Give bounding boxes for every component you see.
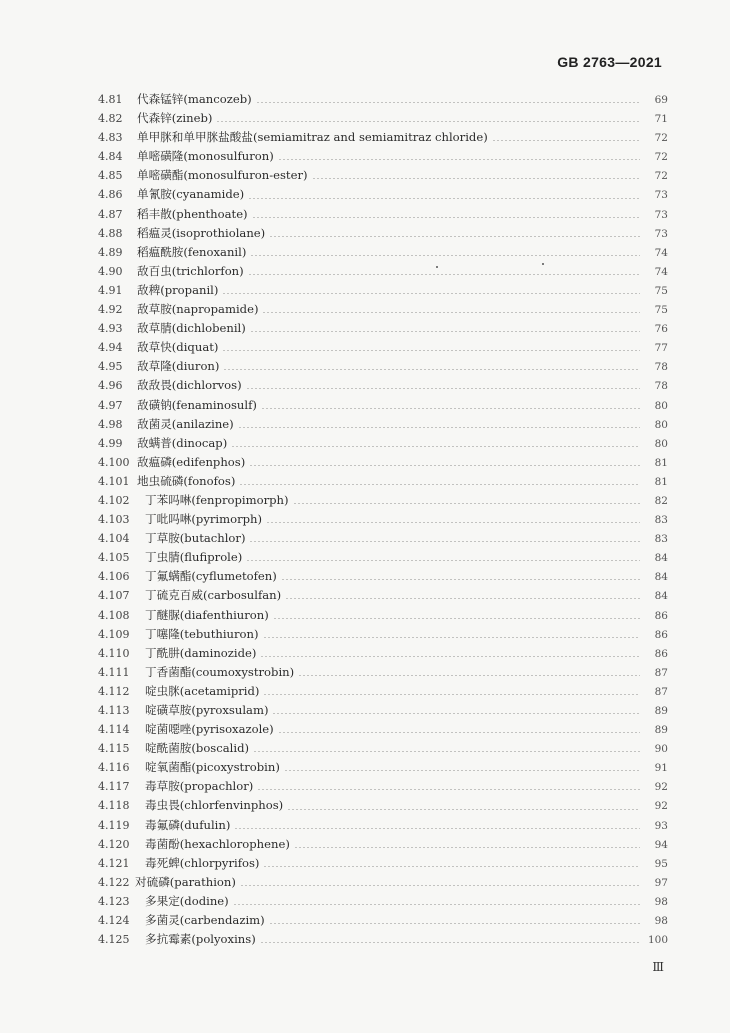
dot-leader bbox=[246, 560, 640, 561]
toc-entry-page: 73 bbox=[654, 208, 668, 221]
toc-entry[interactable] bbox=[98, 491, 668, 510]
toc-entry-number: 4.87 bbox=[98, 207, 123, 221]
toc-entry-number: 4.118 bbox=[98, 799, 130, 813]
toc-entry[interactable] bbox=[98, 625, 668, 644]
dot-leader bbox=[492, 140, 640, 141]
toc-entry-title: 丁吡吗啉(pyrimorph) bbox=[145, 512, 263, 527]
toc-entry[interactable] bbox=[98, 644, 668, 663]
toc-entry[interactable] bbox=[98, 90, 668, 109]
toc-entry[interactable] bbox=[98, 567, 668, 586]
dot-leader bbox=[278, 159, 640, 160]
toc-entry-page: 86 bbox=[654, 628, 668, 641]
toc-entry-number: 4.96 bbox=[98, 379, 123, 393]
toc-entry-title: 单嘧磺隆(monosulfuron) bbox=[137, 149, 274, 164]
toc-entry-number: 4.97 bbox=[98, 398, 123, 412]
toc-entry-title: 丁氟螨酯(cyflumetofen) bbox=[145, 569, 277, 584]
toc-entry-number: 4.88 bbox=[98, 226, 123, 240]
toc-entry[interactable] bbox=[98, 586, 668, 605]
table-of-contents bbox=[98, 90, 668, 949]
toc-entry-number: 4.119 bbox=[98, 818, 130, 832]
toc-entry-number: 4.112 bbox=[98, 684, 130, 698]
toc-entry-number: 4.120 bbox=[98, 837, 130, 851]
toc-entry-number: 4.83 bbox=[98, 131, 123, 145]
toc-entry[interactable] bbox=[98, 338, 668, 357]
toc-entry[interactable] bbox=[98, 300, 668, 319]
toc-entry-title: 毒死蜱(chlorpyrifos) bbox=[145, 855, 260, 870]
toc-entry-number: 4.94 bbox=[98, 341, 123, 355]
toc-entry[interactable] bbox=[98, 147, 668, 166]
dot-leader bbox=[287, 809, 640, 810]
dot-leader bbox=[234, 828, 640, 829]
toc-entry-title: 敌瘟磷(edifenphos) bbox=[137, 454, 246, 469]
toc-entry-page: 80 bbox=[654, 399, 668, 412]
toc-entry-title: 多菌灵(carbendazim) bbox=[145, 913, 265, 928]
toc-entry-page: 78 bbox=[654, 361, 668, 374]
toc-entry-title: 啶虫脒(acetamiprid) bbox=[145, 683, 260, 698]
toc-entry[interactable] bbox=[98, 166, 668, 185]
toc-entry[interactable] bbox=[98, 396, 668, 415]
toc-entry-title: 丁草胺(butachlor) bbox=[145, 531, 246, 546]
toc-entry-number: 4.111 bbox=[98, 665, 130, 679]
dot-leader bbox=[269, 923, 640, 924]
toc-entry[interactable] bbox=[98, 911, 668, 930]
toc-entry[interactable] bbox=[98, 185, 668, 204]
toc-entry-title: 稻瘟酰胺(fenoxanil) bbox=[137, 244, 247, 259]
toc-entry[interactable] bbox=[98, 262, 668, 281]
toc-entry-page: 87 bbox=[654, 666, 668, 679]
toc-entry-title: 啶氧菌酯(picoxystrobin) bbox=[145, 760, 280, 775]
toc-entry[interactable] bbox=[98, 720, 668, 739]
toc-entry[interactable] bbox=[98, 758, 668, 777]
toc-entry[interactable] bbox=[98, 376, 668, 395]
standard-code: GB 2763—2021 bbox=[557, 54, 662, 70]
scan-speck bbox=[436, 266, 438, 268]
toc-entry-title: 丁苯吗啉(fenpropimorph) bbox=[145, 492, 289, 507]
dot-leader bbox=[261, 408, 640, 409]
toc-entry-number: 4.98 bbox=[98, 417, 123, 431]
dot-leader bbox=[266, 522, 640, 523]
toc-entry-page: 92 bbox=[654, 800, 668, 813]
toc-entry[interactable] bbox=[98, 205, 668, 224]
toc-entry-title: 丁噻隆(tebuthiuron) bbox=[145, 626, 259, 641]
toc-entry-title: 敌磺钠(fenaminosulf) bbox=[137, 397, 257, 412]
dot-leader bbox=[239, 484, 640, 485]
dot-leader bbox=[263, 866, 640, 867]
toc-entry-number: 4.101 bbox=[98, 474, 130, 488]
dot-leader bbox=[263, 637, 640, 638]
toc-entry-title: 代森锰锌(mancozeb) bbox=[137, 92, 252, 106]
dot-leader bbox=[281, 579, 640, 580]
toc-entry-page: 84 bbox=[654, 571, 668, 584]
toc-entry-title: 敌百虫(trichlorfon) bbox=[137, 263, 244, 278]
toc-entry[interactable] bbox=[98, 892, 668, 911]
toc-entry-number: 4.108 bbox=[98, 608, 130, 622]
toc-entry-title: 敌草快(diquat) bbox=[137, 340, 219, 355]
dot-leader bbox=[249, 541, 640, 542]
toc-entry-page: 69 bbox=[654, 94, 668, 106]
toc-entry-page: 73 bbox=[654, 189, 668, 202]
toc-entry-page: 98 bbox=[654, 895, 668, 908]
dot-leader bbox=[285, 598, 640, 599]
toc-entry-number: 4.86 bbox=[98, 188, 123, 202]
dot-leader bbox=[249, 465, 640, 466]
toc-entry[interactable] bbox=[98, 796, 668, 815]
toc-entry-page: 77 bbox=[654, 342, 668, 355]
toc-entry[interactable] bbox=[98, 854, 668, 873]
dot-leader bbox=[272, 713, 640, 714]
toc-entry[interactable] bbox=[98, 873, 668, 892]
toc-entry-number: 4.113 bbox=[98, 704, 130, 717]
dot-leader bbox=[248, 198, 640, 199]
dot-leader bbox=[298, 675, 640, 676]
dot-leader bbox=[240, 885, 640, 886]
toc-entry-page: 74 bbox=[654, 246, 668, 259]
toc-entry-page: 97 bbox=[654, 876, 668, 889]
toc-entry-number: 4.84 bbox=[98, 150, 123, 164]
toc-entry-page: 72 bbox=[654, 170, 668, 183]
dot-leader bbox=[252, 217, 640, 218]
toc-entry[interactable] bbox=[98, 357, 668, 376]
toc-entry-page: 80 bbox=[654, 418, 668, 431]
toc-entry[interactable] bbox=[98, 701, 668, 720]
toc-entry-page: 87 bbox=[654, 685, 668, 698]
dot-leader bbox=[216, 121, 640, 122]
toc-entry-title: 啶磺草胺(pyroxsulam) bbox=[145, 703, 269, 717]
dot-leader bbox=[250, 255, 640, 256]
toc-entry-title: 毒草胺(propachlor) bbox=[145, 779, 254, 794]
toc-entry[interactable] bbox=[98, 415, 668, 434]
toc-entry-title: 丁醚脲(diafenthiuron) bbox=[145, 607, 269, 622]
dot-leader bbox=[269, 236, 640, 237]
toc-entry-page: 89 bbox=[654, 705, 668, 717]
toc-entry-number: 4.103 bbox=[98, 513, 130, 527]
dot-leader bbox=[222, 293, 640, 294]
toc-entry-title: 啶酰菌胺(boscalid) bbox=[145, 741, 250, 756]
toc-entry-title: 多果定(dodine) bbox=[145, 893, 229, 908]
toc-entry-page: 78 bbox=[654, 380, 668, 393]
toc-entry-number: 4.121 bbox=[98, 856, 130, 870]
toc-entry-number: 4.125 bbox=[98, 933, 130, 947]
toc-entry-title: 多抗霉素(polyoxins) bbox=[145, 932, 256, 947]
toc-entry-page: 83 bbox=[654, 533, 668, 546]
toc-entry-title: 稻瘟灵(isoprothiolane) bbox=[137, 225, 266, 240]
toc-entry[interactable] bbox=[98, 682, 668, 701]
dot-leader bbox=[284, 770, 640, 771]
toc-entry-number: 4.106 bbox=[98, 570, 130, 584]
toc-entry-page: 75 bbox=[654, 284, 668, 297]
toc-entry[interactable] bbox=[98, 510, 668, 529]
toc-entry[interactable] bbox=[98, 434, 668, 453]
toc-entry-number: 4.95 bbox=[98, 360, 123, 374]
toc-entry-page: 74 bbox=[654, 265, 668, 278]
toc-entry[interactable] bbox=[98, 606, 668, 625]
toc-entry-title: 单甲脒和单甲脒盐酸盐(semiamitraz and semiamitraz chloride) bbox=[137, 130, 488, 145]
toc-entry-page: 94 bbox=[654, 838, 668, 851]
toc-entry-title: 地虫硫磷(fonofos) bbox=[137, 473, 236, 488]
toc-entry-number: 4.110 bbox=[98, 646, 130, 660]
toc-entry[interactable] bbox=[98, 128, 668, 147]
toc-entry[interactable] bbox=[98, 548, 668, 567]
toc-entry[interactable] bbox=[98, 243, 668, 262]
toc-entry-page: 93 bbox=[654, 819, 668, 832]
toc-entry-number: 4.89 bbox=[98, 245, 123, 259]
toc-entry-title: 单氰胺(cyanamide) bbox=[137, 187, 245, 202]
toc-entry-page: 76 bbox=[654, 323, 668, 336]
toc-entry-title: 毒氟磷(dufulin) bbox=[145, 817, 231, 832]
dot-leader bbox=[238, 427, 640, 428]
dot-leader bbox=[231, 446, 640, 447]
toc-entry-number: 4.107 bbox=[98, 589, 130, 603]
dot-leader bbox=[260, 656, 640, 657]
scan-speck bbox=[542, 263, 544, 265]
dot-leader bbox=[222, 350, 640, 351]
toc-entry-page: 100 bbox=[647, 934, 668, 947]
toc-entry-title: 毒虫畏(chlorfenvinphos) bbox=[145, 798, 284, 813]
toc-entry[interactable] bbox=[98, 472, 668, 491]
toc-entry-page: 73 bbox=[654, 227, 668, 240]
toc-entry-page: 95 bbox=[654, 857, 668, 870]
toc-entry-number: 4.102 bbox=[98, 493, 130, 507]
toc-entry-number: 4.115 bbox=[98, 742, 130, 756]
dot-leader bbox=[223, 369, 640, 370]
toc-entry[interactable] bbox=[98, 835, 668, 854]
toc-entry-page: 92 bbox=[654, 781, 668, 794]
dot-leader bbox=[312, 178, 640, 179]
toc-entry-title: 丁硫克百威(carbosulfan) bbox=[145, 588, 282, 603]
toc-entry-number: 4.114 bbox=[98, 723, 130, 737]
dot-leader bbox=[293, 503, 640, 504]
toc-entry[interactable] bbox=[98, 529, 668, 548]
toc-entry-page: 86 bbox=[654, 609, 668, 622]
dot-leader bbox=[253, 751, 640, 752]
toc-entry[interactable] bbox=[98, 777, 668, 796]
toc-entry-number: 4.124 bbox=[98, 914, 130, 928]
toc-entry-page: 75 bbox=[654, 304, 668, 317]
toc-entry-title: 单嘧磺酯(monosulfuron-ester) bbox=[137, 168, 308, 183]
toc-entry-page: 72 bbox=[654, 151, 668, 164]
toc-entry-number: 4.105 bbox=[98, 551, 130, 565]
toc-entry-title: 丁虫腈(flufiprole) bbox=[145, 550, 243, 565]
dot-leader bbox=[294, 847, 640, 848]
toc-entry-title: 毒菌酚(hexachlorophene) bbox=[145, 836, 290, 851]
toc-entry-page: 80 bbox=[654, 437, 668, 450]
toc-entry-title: 敌菌灵(anilazine) bbox=[137, 416, 234, 431]
toc-entry-page: 82 bbox=[654, 494, 668, 507]
toc-entry-number: 4.100 bbox=[98, 455, 130, 469]
toc-entry-page: 81 bbox=[654, 456, 668, 469]
toc-entry-page: 72 bbox=[654, 132, 668, 145]
toc-entry-number: 4.81 bbox=[98, 93, 123, 106]
toc-entry[interactable] bbox=[98, 453, 668, 472]
dot-leader bbox=[248, 274, 640, 275]
toc-entry-page: 89 bbox=[654, 724, 668, 737]
toc-entry-title: 稻丰散(phenthoate) bbox=[137, 206, 248, 221]
toc-entry-title: 敌螨普(dinocap) bbox=[137, 435, 228, 450]
dot-leader bbox=[250, 331, 640, 332]
dot-leader bbox=[246, 388, 640, 389]
toc-entry-number: 4.92 bbox=[98, 303, 123, 317]
toc-entry[interactable] bbox=[98, 319, 668, 338]
dot-leader bbox=[262, 312, 640, 313]
toc-entry-page: 98 bbox=[654, 915, 668, 928]
toc-entry-number: 4.116 bbox=[98, 761, 130, 775]
toc-entry-number: 4.117 bbox=[98, 780, 130, 794]
toc-entry[interactable] bbox=[98, 281, 668, 300]
toc-entry-title: 敌草隆(diuron) bbox=[137, 359, 220, 374]
toc-entry-page: 84 bbox=[654, 590, 668, 603]
toc-entry-page: 81 bbox=[654, 475, 668, 488]
toc-entry-title: 敌草腈(dichlobenil) bbox=[137, 321, 246, 336]
toc-entry-page: 84 bbox=[654, 552, 668, 565]
toc-entry-page: 83 bbox=[654, 514, 668, 527]
toc-entry[interactable] bbox=[98, 930, 668, 949]
toc-entry-number: 4.122 bbox=[98, 875, 130, 889]
toc-entry-title: 丁酰肼(daminozide) bbox=[145, 645, 257, 660]
dot-leader bbox=[256, 102, 640, 103]
toc-entry-title: 对硫磷(parathion) bbox=[135, 874, 236, 889]
page-folio: Ⅲ bbox=[652, 960, 664, 974]
toc-entry-title: 敌稗(propanil) bbox=[137, 282, 219, 297]
toc-entry[interactable] bbox=[98, 739, 668, 758]
toc-entry-number: 4.90 bbox=[98, 264, 123, 278]
dot-leader bbox=[233, 904, 640, 905]
dot-leader bbox=[257, 789, 640, 790]
toc-entry-number: 4.85 bbox=[98, 169, 123, 183]
dot-leader bbox=[273, 618, 640, 619]
toc-entry[interactable] bbox=[98, 109, 668, 128]
toc-entry-number: 4.99 bbox=[98, 436, 123, 450]
toc-entry-title: 丁香菌酯(coumoxystrobin) bbox=[145, 664, 295, 679]
dot-leader bbox=[263, 694, 640, 695]
toc-entry-title: 代森锌(zineb) bbox=[137, 111, 213, 126]
toc-entry[interactable] bbox=[98, 663, 668, 682]
toc-entry-page: 90 bbox=[654, 743, 668, 756]
toc-entry-number: 4.82 bbox=[98, 112, 123, 126]
dot-leader bbox=[260, 942, 640, 943]
toc-entry-title: 敌草胺(napropamide) bbox=[137, 302, 259, 317]
toc-entry-number: 4.91 bbox=[98, 283, 123, 297]
toc-entry-number: 4.93 bbox=[98, 322, 123, 336]
toc-entry-page: 71 bbox=[654, 113, 668, 126]
toc-entry-number: 4.109 bbox=[98, 627, 130, 641]
toc-entry-title: 敌敌畏(dichlorvos) bbox=[137, 378, 242, 393]
toc-entry-page: 91 bbox=[654, 762, 668, 775]
toc-entry-title: 啶菌噁唑(pyrisoxazole) bbox=[145, 722, 274, 737]
toc-entry-page: 86 bbox=[654, 647, 668, 660]
toc-entry[interactable] bbox=[98, 224, 668, 243]
toc-entry-number: 4.104 bbox=[98, 532, 130, 546]
dot-leader bbox=[278, 732, 640, 733]
toc-entry-number: 4.123 bbox=[98, 894, 130, 908]
toc-entry[interactable] bbox=[98, 816, 668, 835]
